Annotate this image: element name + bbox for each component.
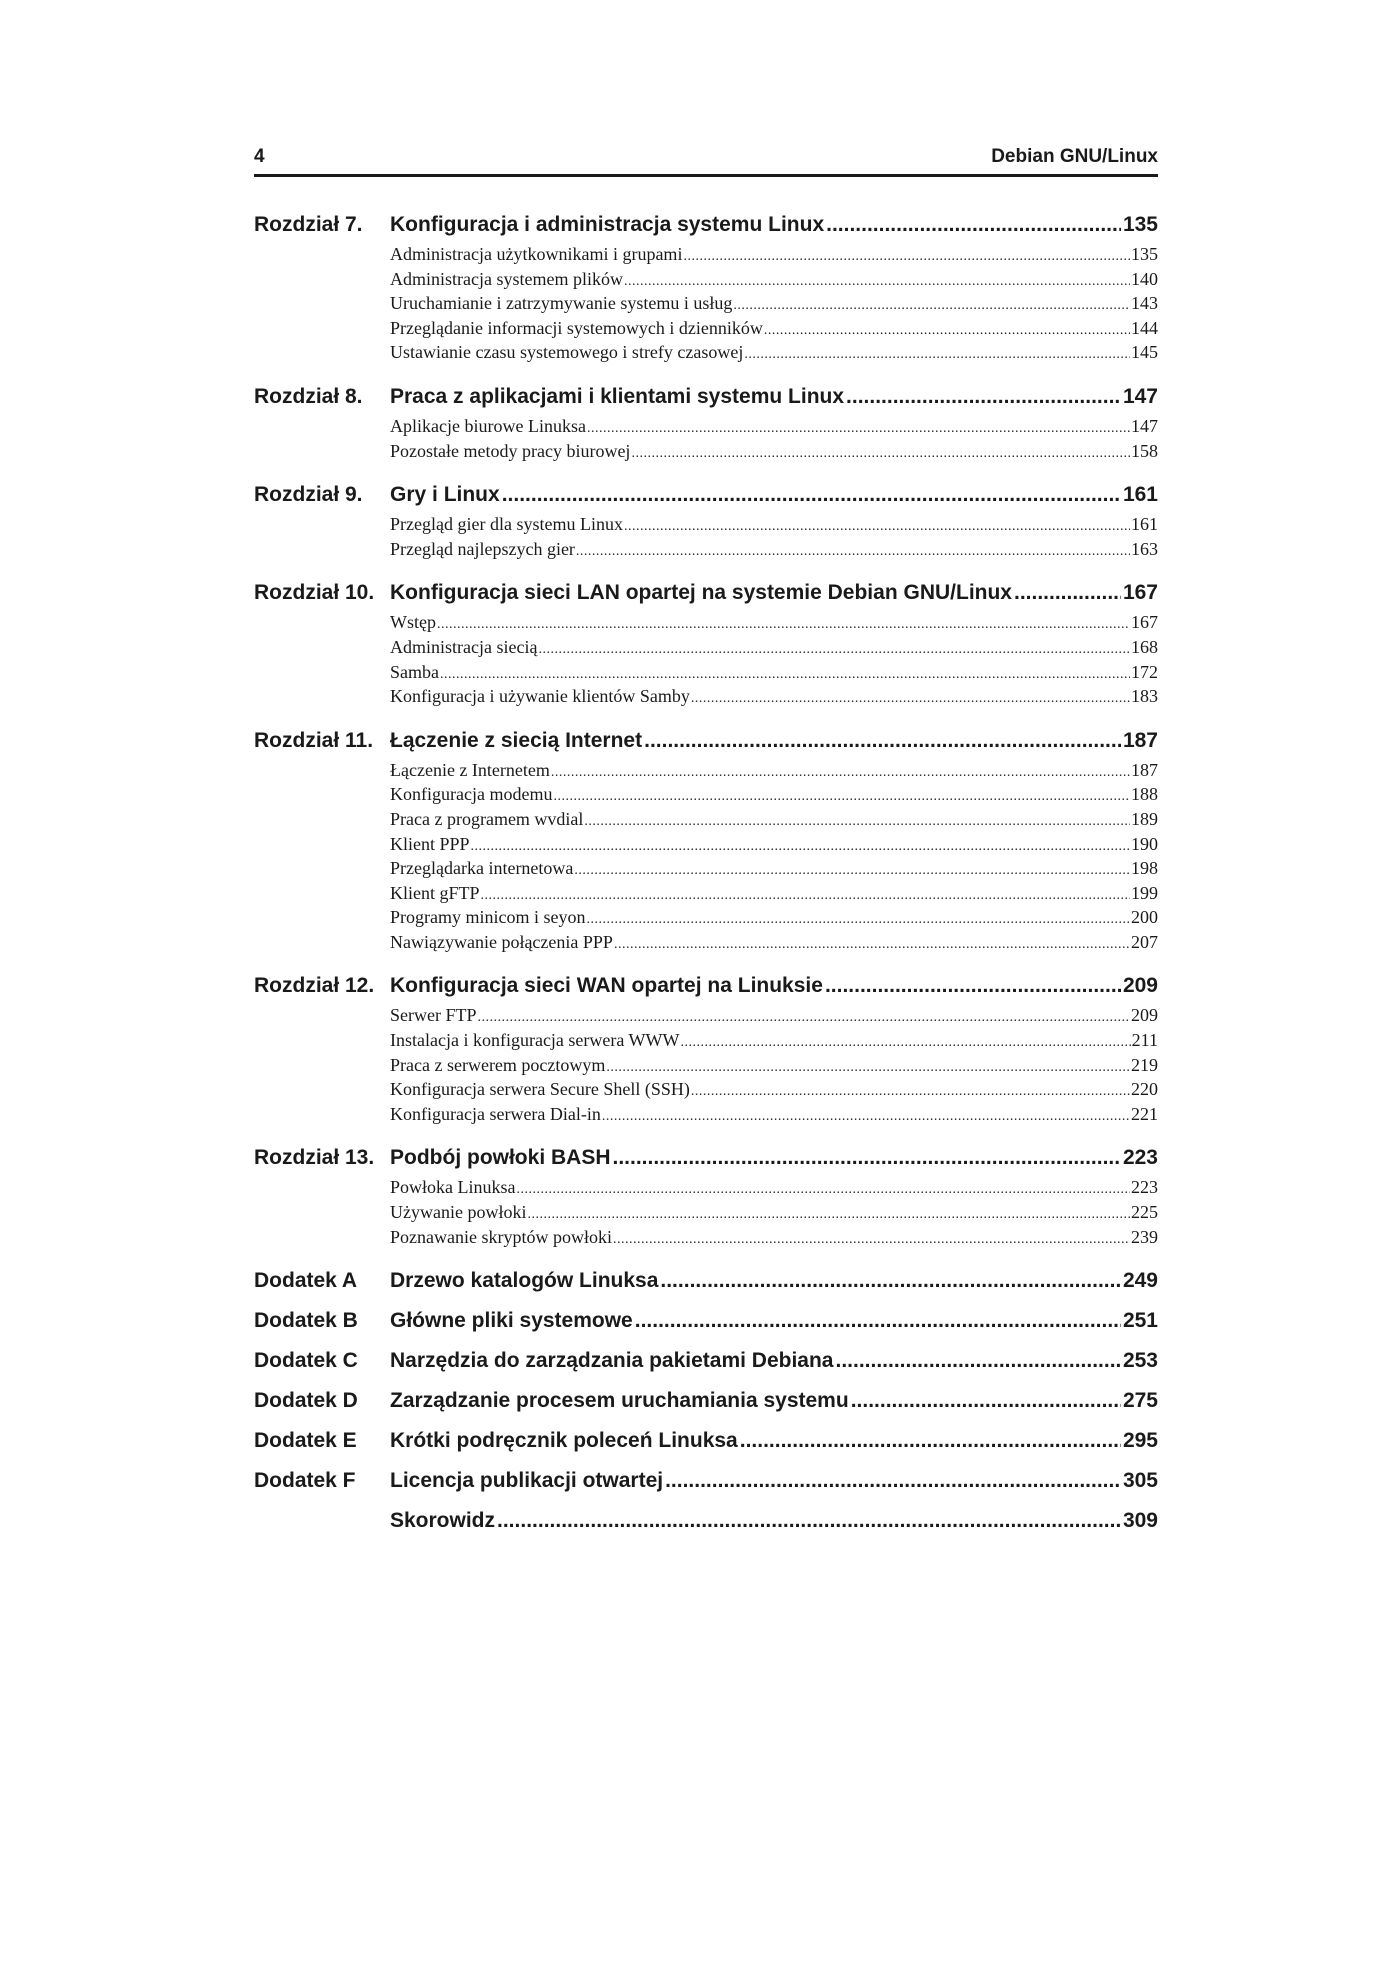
section-page: 219 <box>1131 1054 1158 1075</box>
section-row[interactable] <box>390 758 1158 783</box>
dot-leader <box>538 638 1130 663</box>
chapter-heading-row[interactable] <box>254 724 1158 758</box>
section-page: 211 <box>1131 1030 1158 1051</box>
chapter-page: 167 <box>1122 581 1158 605</box>
section-title: Łączenie z Internetem <box>390 759 550 780</box>
section-row[interactable] <box>390 537 1158 562</box>
chapter-title: Konfiguracja sieci WAN opartej na Linuksie <box>390 974 823 998</box>
dot-leader <box>733 294 1130 319</box>
chapter-entry <box>254 380 1158 463</box>
dot-leader <box>527 1203 1130 1228</box>
chapter-page: 275 <box>1122 1389 1158 1413</box>
chapter-entry <box>254 208 1158 365</box>
section-row[interactable] <box>390 905 1158 930</box>
dot-leader <box>635 1304 1121 1338</box>
chapter-page: 135 <box>1122 213 1158 236</box>
section-row[interactable] <box>390 242 1158 267</box>
chapter-page: 187 <box>1122 728 1158 752</box>
chapter-label: Dodatek E <box>254 1429 357 1453</box>
section-page: 135 <box>1131 244 1158 264</box>
page-header <box>254 142 1158 177</box>
appendix-row[interactable] <box>254 1424 1158 1458</box>
chapter-label: Rozdział 7. <box>254 213 363 236</box>
section-title: Klient PPP <box>390 833 470 854</box>
chapter-title: Skorowidz <box>390 1509 496 1533</box>
section-page: 188 <box>1131 784 1158 805</box>
section-row[interactable] <box>390 439 1158 464</box>
dot-leader <box>574 859 1130 884</box>
dot-leader <box>681 1031 1131 1056</box>
chapter-page: 249 <box>1122 1269 1158 1293</box>
section-page: 225 <box>1131 1202 1158 1223</box>
section-page: 158 <box>1131 440 1158 461</box>
appendix-row[interactable] <box>254 1504 1158 1538</box>
section-row[interactable] <box>390 291 1158 316</box>
section-row[interactable] <box>390 684 1158 709</box>
section-page: 143 <box>1131 293 1158 314</box>
section-title: Aplikacje biurowe Linuksa <box>390 415 586 436</box>
chapter-entry <box>254 576 1158 708</box>
dot-leader <box>851 1384 1121 1418</box>
section-title: Przeglądanie informacji systemowych i dzienników <box>390 317 763 338</box>
chapter-title: Drzewo katalogów Linuksa <box>390 1269 659 1293</box>
section-row[interactable] <box>390 807 1158 832</box>
chapter-label: Dodatek C <box>254 1349 358 1373</box>
section-page: 172 <box>1131 661 1158 682</box>
section-page: 144 <box>1131 317 1158 338</box>
dot-leader <box>553 785 1130 810</box>
section-page: 140 <box>1131 268 1158 289</box>
appendix-row[interactable] <box>254 1264 1158 1298</box>
chapter-page: 253 <box>1122 1349 1158 1373</box>
dot-leader <box>1014 576 1121 610</box>
section-title: Programy minicom i seyon <box>390 907 586 928</box>
section-title: Uruchamianie i zatrzymywanie systemu i usług <box>390 293 733 314</box>
section-row[interactable] <box>390 1077 1158 1102</box>
section-title: Konfiguracja serwera Dial-in <box>390 1103 601 1124</box>
chapter-title: Licencja publikacji otwartej <box>390 1469 664 1493</box>
section-title: Klient gFTP <box>390 882 480 903</box>
section-title: Przegląd gier dla systemu Linux <box>390 514 623 535</box>
section-title: Używanie powłoki <box>390 1202 527 1223</box>
chapter-title: Zarządzanie procesem uruchamiania systemu <box>390 1389 849 1413</box>
section-row[interactable] <box>390 267 1158 292</box>
section-title: Administracja siecią <box>390 636 538 657</box>
dot-leader <box>825 969 1121 1003</box>
dot-leader <box>613 1141 1121 1175</box>
dot-leader <box>665 1464 1121 1498</box>
dot-leader <box>551 761 1130 786</box>
section-page: 163 <box>1131 538 1158 559</box>
section-title: Poznawanie skryptów powłoki <box>390 1226 612 1247</box>
table-of-contents <box>254 208 1158 1538</box>
appendix-row[interactable] <box>254 1384 1158 1418</box>
section-title: Wstęp <box>390 612 436 633</box>
running-header-title: Debian GNU/Linux <box>991 146 1158 167</box>
chapter-title: Narzędzia do zarządzania pakietami Debiana <box>390 1349 834 1373</box>
dot-leader <box>631 442 1130 467</box>
chapter-heading-row[interactable] <box>254 208 1158 242</box>
section-title: Praca z programem wvdial <box>390 808 584 829</box>
chapter-page: 223 <box>1122 1146 1158 1170</box>
chapter-label: Dodatek D <box>254 1389 358 1413</box>
chapter-title: Gry i Linux <box>390 483 500 507</box>
dot-leader <box>517 1178 1131 1203</box>
section-page: 239 <box>1131 1226 1158 1247</box>
dot-leader <box>502 478 1121 512</box>
appendix-row[interactable] <box>254 1304 1158 1338</box>
dot-leader <box>660 1264 1121 1298</box>
section-row[interactable] <box>390 660 1158 685</box>
chapter-title: Główne pliki systemowe <box>390 1309 633 1333</box>
section-page: 200 <box>1131 907 1158 928</box>
dot-leader <box>602 1105 1130 1130</box>
chapter-label: Rozdział 12. <box>254 974 375 998</box>
section-title: Przeglądarka internetowa <box>390 858 574 879</box>
chapter-title: Praca z aplikacjami i klientami systemu Linux <box>390 384 845 408</box>
section-page: 145 <box>1131 342 1158 363</box>
section-row[interactable] <box>390 340 1158 365</box>
dot-leader <box>497 1504 1121 1538</box>
section-title: Serwer FTP <box>390 1005 477 1026</box>
chapter-entry <box>254 969 1158 1126</box>
chapter-heading-row[interactable] <box>254 478 1158 512</box>
chapter-title: Konfiguracja sieci LAN opartej na systemie Debian GNU/Linux <box>390 581 1012 605</box>
section-row[interactable] <box>390 1200 1158 1225</box>
section-title: Konfiguracja modemu <box>390 784 553 805</box>
chapter-label: Dodatek F <box>254 1469 356 1493</box>
section-title: Konfiguracja serwera Secure Shell (SSH) <box>390 1079 690 1100</box>
section-page: 209 <box>1131 1005 1158 1026</box>
chapter-title: Łączenie z siecią Internet <box>390 728 643 752</box>
section-row[interactable] <box>390 832 1158 857</box>
section-title: Administracja systemem plików <box>390 268 623 289</box>
section-title: Instalacja i konfiguracja serwera WWW <box>390 1030 680 1051</box>
dot-leader <box>586 908 1130 933</box>
section-page: 167 <box>1131 612 1158 633</box>
dot-leader <box>744 343 1130 368</box>
chapter-page: 305 <box>1122 1469 1158 1493</box>
section-title: Konfiguracja i używanie klientów Samby <box>390 686 690 707</box>
section-row[interactable] <box>390 1003 1158 1028</box>
dot-leader <box>587 417 1130 442</box>
section-row[interactable] <box>390 635 1158 660</box>
chapter-label: Rozdział 11. <box>254 728 374 752</box>
section-row[interactable] <box>390 930 1158 955</box>
section-row[interactable] <box>390 1028 1158 1053</box>
section-title: Administracja użytkownikami i grupami <box>390 244 683 264</box>
section-title: Nawiązywanie połączenia PPP <box>390 931 613 952</box>
section-page: 190 <box>1131 833 1158 854</box>
section-row[interactable] <box>390 1102 1158 1127</box>
section-row[interactable] <box>390 512 1158 537</box>
chapter-heading-row[interactable] <box>254 1141 1158 1175</box>
dot-leader <box>644 724 1121 758</box>
chapter-label: Rozdział 8. <box>254 384 363 408</box>
section-page: 198 <box>1131 858 1158 879</box>
chapter-entry <box>254 1141 1158 1249</box>
dot-leader <box>683 245 1130 270</box>
dot-leader <box>624 515 1130 540</box>
dot-leader <box>826 208 1121 242</box>
appendix-row[interactable] <box>254 1464 1158 1498</box>
dot-leader <box>691 687 1130 712</box>
dot-leader <box>764 319 1130 344</box>
section-title: Praca z serwerem pocztowym <box>390 1054 606 1075</box>
section-title: Powłoka Linuksa <box>390 1177 516 1198</box>
dot-leader <box>691 1080 1130 1105</box>
appendix-row[interactable] <box>254 1344 1158 1378</box>
chapter-label: Rozdział 10. <box>254 581 375 605</box>
chapter-label: Rozdział 13. <box>254 1146 375 1170</box>
dot-leader <box>614 933 1130 958</box>
dot-leader <box>846 380 1121 414</box>
section-title: Samba <box>390 661 439 682</box>
section-page: 220 <box>1131 1079 1158 1100</box>
section-title: Ustawianie czasu systemowego i strefy czasowej <box>390 342 744 363</box>
section-row[interactable] <box>390 414 1158 439</box>
dot-leader <box>576 540 1130 565</box>
section-row[interactable] <box>390 1053 1158 1078</box>
chapter-page: 161 <box>1122 483 1158 507</box>
section-title: Pozostałe metody pracy biurowej <box>390 440 631 461</box>
dot-leader <box>835 1344 1120 1378</box>
section-row[interactable] <box>390 881 1158 906</box>
section-page: 168 <box>1131 636 1158 657</box>
chapter-label: Rozdział 9. <box>254 483 363 507</box>
section-page: 161 <box>1131 514 1158 535</box>
chapter-page: 209 <box>1122 974 1158 998</box>
section-page: 183 <box>1131 686 1158 707</box>
chapter-page: 309 <box>1122 1509 1158 1533</box>
chapter-label: Dodatek A <box>254 1269 358 1293</box>
chapter-heading-row[interactable] <box>254 380 1158 414</box>
section-page: 199 <box>1131 882 1158 903</box>
section-title: Przegląd najlepszych gier <box>390 538 575 559</box>
section-page: 221 <box>1131 1103 1158 1124</box>
section-row[interactable] <box>390 610 1158 635</box>
chapter-label: Dodatek B <box>254 1309 358 1333</box>
section-page: 187 <box>1131 759 1158 780</box>
dot-leader <box>437 613 1130 638</box>
chapter-page: 251 <box>1122 1309 1158 1333</box>
chapter-title: Konfiguracja i administracja systemu Linux <box>390 213 825 236</box>
chapter-entry <box>254 478 1158 561</box>
dot-leader <box>613 1228 1130 1253</box>
dot-leader <box>584 810 1130 835</box>
section-row[interactable] <box>390 316 1158 341</box>
chapter-entry <box>254 724 1158 955</box>
chapter-page: 295 <box>1122 1429 1158 1453</box>
section-page: 147 <box>1131 415 1158 436</box>
chapter-title: Podbój powłoki BASH <box>390 1146 611 1170</box>
chapter-page: 147 <box>1122 384 1158 408</box>
section-page: 189 <box>1131 808 1158 829</box>
chapter-heading-row[interactable] <box>254 576 1158 610</box>
section-row[interactable] <box>390 1225 1158 1250</box>
dot-leader <box>740 1424 1121 1458</box>
chapter-title: Krótki podręcznik poleceń Linuksa <box>390 1429 738 1453</box>
section-row[interactable] <box>390 856 1158 881</box>
chapter-heading-row[interactable] <box>254 969 1158 1003</box>
section-page: 223 <box>1131 1177 1158 1198</box>
section-row[interactable] <box>390 782 1158 807</box>
page-number: 4 <box>254 146 265 167</box>
section-row[interactable] <box>390 1175 1158 1200</box>
section-page: 207 <box>1131 931 1158 952</box>
